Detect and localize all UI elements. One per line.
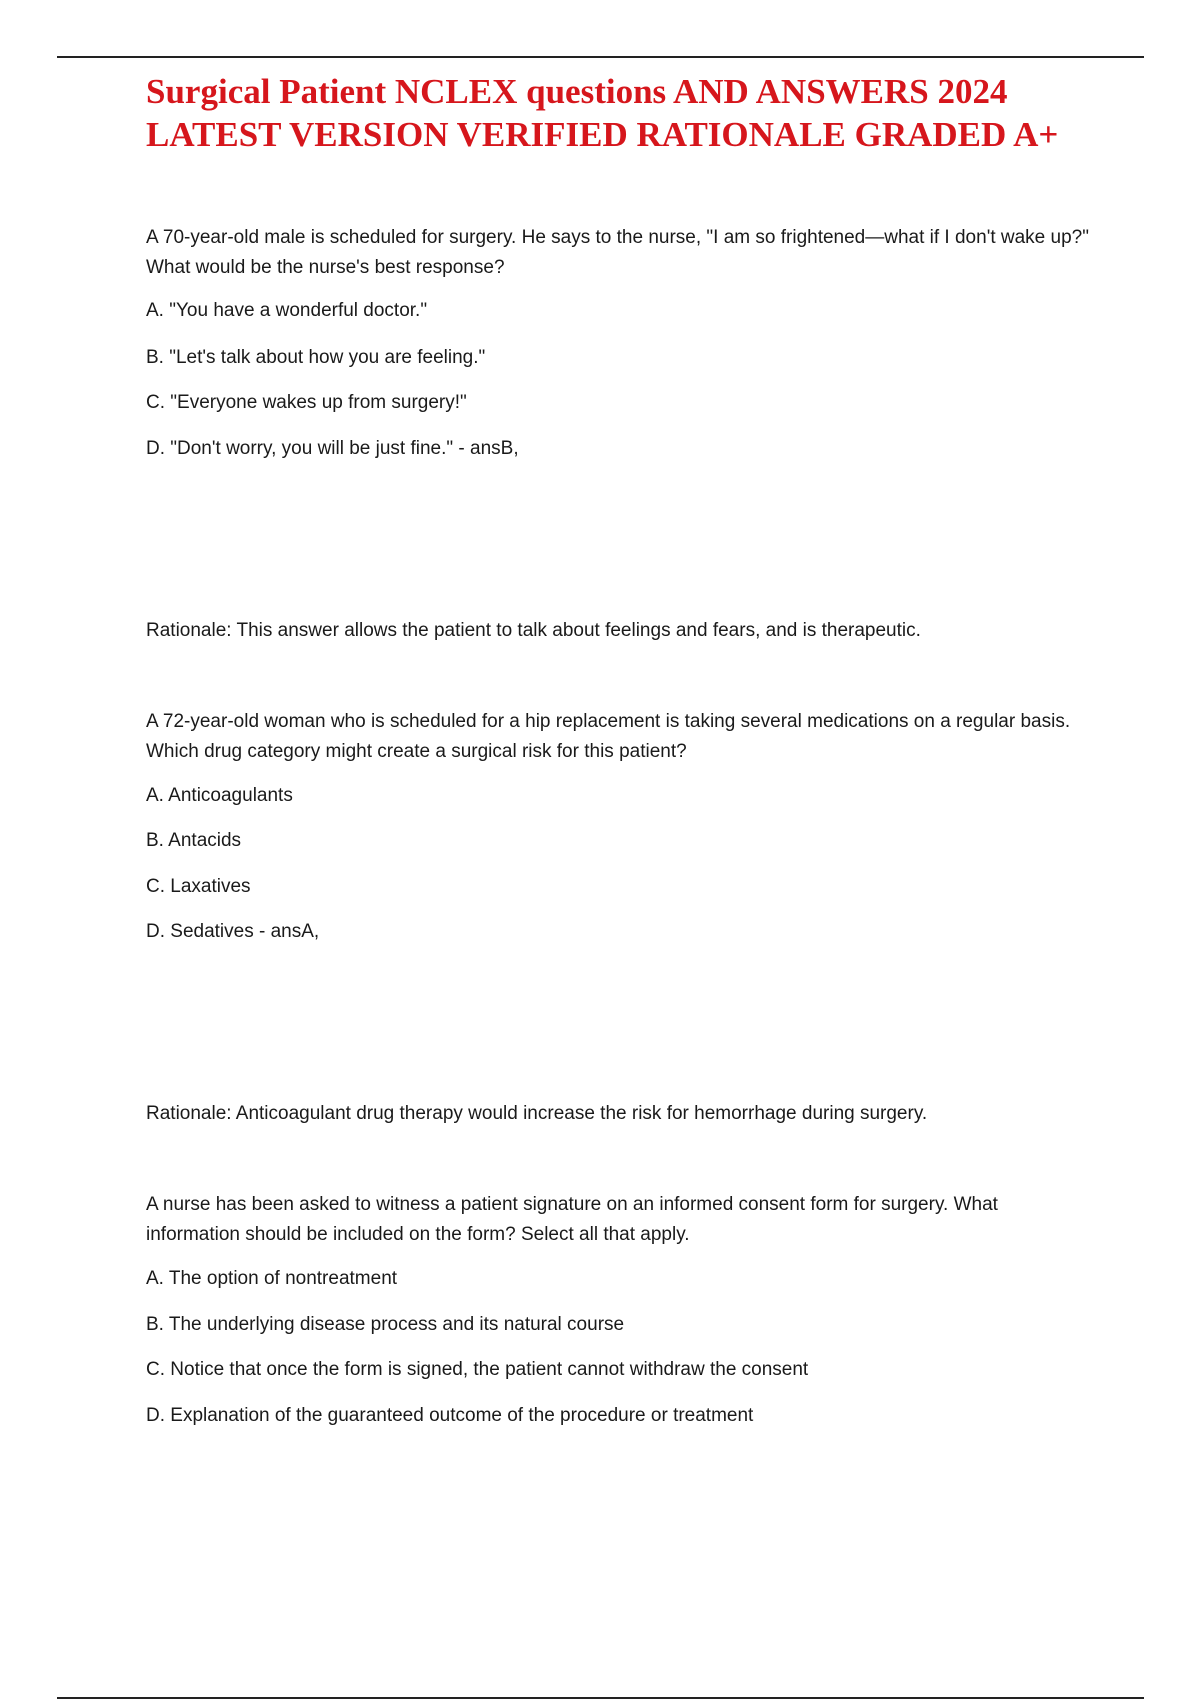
question-2-option-d: D. Sedatives - ansA,: [146, 921, 320, 942]
question-2-option-c: C. Laxatives: [146, 876, 251, 897]
question-1-rationale: Rationale: This answer allows the patient to talk about feelings and fears, and is therapeutic.: [146, 620, 921, 641]
question-1-option-b: B. "Let's talk about how you are feeling.": [146, 347, 486, 368]
question-3-option-c: C. Notice that once the form is signed, the patient cannot withdraw the consent: [146, 1359, 809, 1380]
question-1-option-c: C. "Everyone wakes up from surgery!": [146, 392, 467, 413]
top-rule: [57, 56, 1144, 58]
question-3-option-d: D. Explanation of the guaranteed outcome of the procedure or treatment: [146, 1405, 754, 1426]
question-3-stem: A nurse has been asked to witness a patient signature on an informed consent form for surgery. What information should be included on the form? Select all that apply.: [146, 1194, 998, 1245]
question-1-stem: A 70-year-old male is scheduled for surgery. He says to the nurse, "I am so frightened—what if I don't wake up?" What would be the nurse's best response?: [146, 227, 1089, 278]
question-2-stem: A 72-year-old woman who is scheduled for a hip replacement is taking several medications on a regular basis. Which drug category might create a surgical risk for this patient?: [146, 711, 1071, 762]
question-3-option-a: A. The option of nontreatment: [146, 1268, 398, 1289]
question-1-option-a: A. "You have a wonderful doctor.": [146, 300, 428, 321]
question-2-option-a: A. Anticoagulants: [146, 785, 293, 806]
question-2-option-b: B. Antacids: [146, 830, 242, 851]
bottom-rule: [57, 1697, 1144, 1699]
question-2-rationale: Rationale: Anticoagulant drug therapy would increase the risk for hemorrhage during surgery.: [146, 1103, 928, 1124]
document-title: Surgical Patient NCLEX questions AND ANSWERS 2024 LATEST VERSION VERIFIED RATIONALE GRADED A+: [146, 72, 1059, 154]
question-1-option-d: D. "Don't worry, you will be just fine." - ansB,: [146, 438, 519, 459]
question-3-option-b: B. The underlying disease process and its natural course: [146, 1314, 625, 1335]
